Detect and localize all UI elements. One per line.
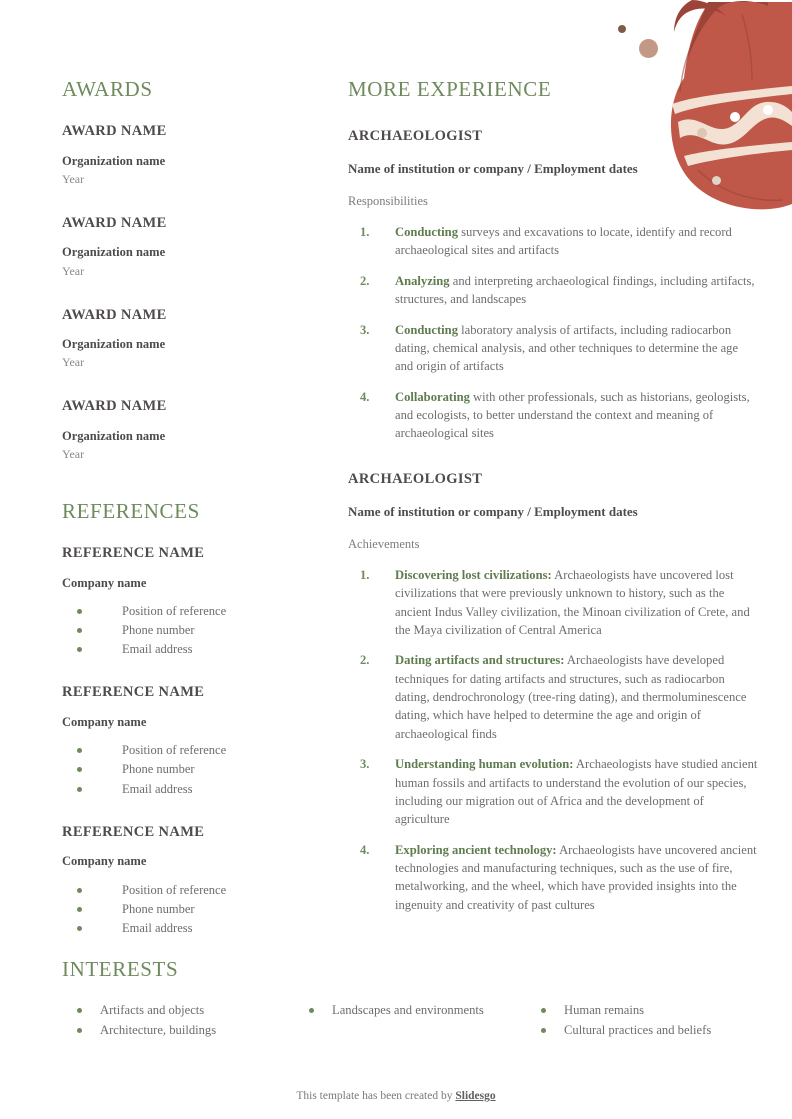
reference-detail-list xyxy=(62,881,306,937)
list-item-text: Archaeologists have developed techniques for dating artifacts and structures, such as radiocarbon dating, dendrochronology (tree-ring dating), and thermoluminescence dating, which have helped to determine the age and origin of archaeological finds xyxy=(395,653,747,741)
job-title: ARCHAEOLOGIST xyxy=(348,470,483,487)
job-list-label: Achievements xyxy=(348,536,420,551)
list-item: Email address xyxy=(62,919,306,937)
award-entry xyxy=(62,123,306,188)
section-heading-interests: INTERESTS xyxy=(62,957,179,981)
list-item: Phone number xyxy=(62,621,306,639)
interests-column-1 xyxy=(62,1001,294,1041)
job-institution-dates: Name of institution or company / Employment dates xyxy=(348,161,638,177)
reference-detail-list xyxy=(62,602,306,658)
footer-credit xyxy=(0,1090,792,1102)
list-number: 3. xyxy=(360,757,370,772)
award-name: AWARD NAME xyxy=(62,398,167,415)
left-column xyxy=(62,78,306,964)
list-number: 2. xyxy=(360,273,370,288)
award-entry xyxy=(62,398,306,463)
award-organization: Organization name xyxy=(62,245,166,260)
achievements-list xyxy=(348,566,758,914)
interests-columns xyxy=(62,1001,742,1041)
list-item: Human remains xyxy=(526,1001,742,1020)
list-item: Phone number xyxy=(62,900,306,918)
reference-entry xyxy=(62,545,306,658)
list-item: Architecture, buildings xyxy=(62,1021,294,1040)
list-number: 2. xyxy=(360,653,370,668)
list-item-text: laboratory analysis of artifacts, including radiocarbon dating, chemical analysis, and other techniques to determine the age and origin of artifacts xyxy=(395,322,739,374)
list-item: Position of reference xyxy=(62,602,306,620)
award-organization: Organization name xyxy=(62,428,166,443)
job-institution-dates: Name of institution or company / Employment dates xyxy=(348,503,638,519)
list-item xyxy=(348,272,758,309)
award-year: Year xyxy=(62,172,85,187)
list-item-text: and interpreting archaeological findings, including artifacts, structures, and landscapes xyxy=(395,273,755,307)
slidesgo-link[interactable]: Slidesgo xyxy=(455,1090,496,1102)
right-column xyxy=(348,78,758,964)
award-organization: Organization name xyxy=(62,337,166,352)
list-item xyxy=(348,755,758,829)
list-item xyxy=(348,321,758,376)
reference-entry xyxy=(62,824,306,937)
list-number: 3. xyxy=(360,322,370,337)
award-year: Year xyxy=(62,447,85,462)
list-item-lead: Collaborating xyxy=(395,389,470,404)
experience-entry xyxy=(348,471,758,914)
list-item-text: surveys and excavations to locate, identify and record archaeological sites and artifacts xyxy=(395,225,732,258)
interest-list xyxy=(62,1001,294,1040)
list-item xyxy=(348,841,758,915)
interest-list xyxy=(526,1001,742,1040)
section-heading-more-experience: MORE EXPERIENCE xyxy=(348,77,552,101)
list-item-text: with other professionals, such as historians, geologists, and ecologists, to better understand the context and meaning of archaeological sites xyxy=(395,389,750,441)
interests-column-3 xyxy=(526,1001,742,1041)
reference-detail-list xyxy=(62,741,306,797)
reference-entry xyxy=(62,684,306,797)
responsibilities-list xyxy=(348,223,758,443)
list-number: 4. xyxy=(360,389,370,404)
interests-column-2 xyxy=(294,1001,526,1041)
reference-name: REFERENCE NAME xyxy=(62,684,205,701)
job-list-label: Responsibilities xyxy=(348,194,428,209)
section-heading-references: REFERENCES xyxy=(62,498,200,523)
award-name: AWARD NAME xyxy=(62,306,167,323)
list-item-lead: Understanding human evolution: xyxy=(395,757,574,772)
list-number: 1. xyxy=(360,225,370,240)
list-item: Email address xyxy=(62,640,306,658)
reference-company: Company name xyxy=(62,715,147,730)
reference-company: Company name xyxy=(62,575,147,590)
list-item-lead: Conducting xyxy=(395,225,458,240)
list-item: Phone number xyxy=(62,760,306,778)
list-item: Cultural practices and beliefs xyxy=(526,1021,742,1040)
reference-name: REFERENCE NAME xyxy=(62,823,205,840)
list-item-lead: Dating artifacts and structures: xyxy=(395,653,565,668)
reference-company: Company name xyxy=(62,854,147,869)
list-item-lead: Conducting xyxy=(395,322,458,337)
list-item xyxy=(348,651,758,743)
list-item-text: Archaeologists have studied ancient human fossils and artifacts to understand the evolution of our species, including our migration out of Africa and the development of agriculture xyxy=(395,757,758,827)
reference-name: REFERENCE NAME xyxy=(62,545,205,562)
content-columns xyxy=(62,77,758,964)
experience-entry xyxy=(348,128,758,443)
list-item xyxy=(348,566,758,640)
award-entry xyxy=(62,307,306,372)
award-name: AWARD NAME xyxy=(62,214,167,231)
list-number: 4. xyxy=(360,842,370,857)
section-heading-awards: AWARDS xyxy=(62,77,153,101)
award-year: Year xyxy=(62,263,85,278)
list-item-lead: Analyzing xyxy=(395,273,450,288)
award-entry xyxy=(62,215,306,280)
award-year: Year xyxy=(62,355,85,370)
job-title: ARCHAEOLOGIST xyxy=(348,128,483,145)
list-item: Position of reference xyxy=(62,881,306,899)
decorative-dot-small xyxy=(618,25,626,33)
list-item: Landscapes and environments xyxy=(294,1001,526,1020)
award-organization: Organization name xyxy=(62,153,166,168)
decorative-dot-large xyxy=(639,39,658,58)
list-item: Artifacts and objects xyxy=(62,1001,294,1020)
award-name: AWARD NAME xyxy=(62,123,167,140)
list-item: Position of reference xyxy=(62,741,306,759)
list-number: 1. xyxy=(360,567,370,582)
list-item: Email address xyxy=(62,780,306,798)
list-item xyxy=(348,388,758,443)
list-item xyxy=(348,223,758,260)
list-item-text: Archaeologists have uncovered ancient technologies and manufacturing techniques, such as the use of fire, metalworking, and the wheel, which have provided insights into the ingenuity and creativity of past cultures xyxy=(395,842,757,912)
list-item-text: Archaeologists have uncovered lost civilizations that were previously unknown to history, such as the ancient Indus Valley civilization, the Minoan civilization of Crete, and the Maya civilization of Central America xyxy=(395,567,750,637)
list-item-lead: Exploring ancient technology: xyxy=(395,842,557,857)
list-item-lead: Discovering lost civilizations: xyxy=(395,567,552,582)
interest-list xyxy=(294,1001,526,1020)
interests-section xyxy=(62,958,742,1041)
footer-text: This template has been created by xyxy=(296,1090,456,1102)
